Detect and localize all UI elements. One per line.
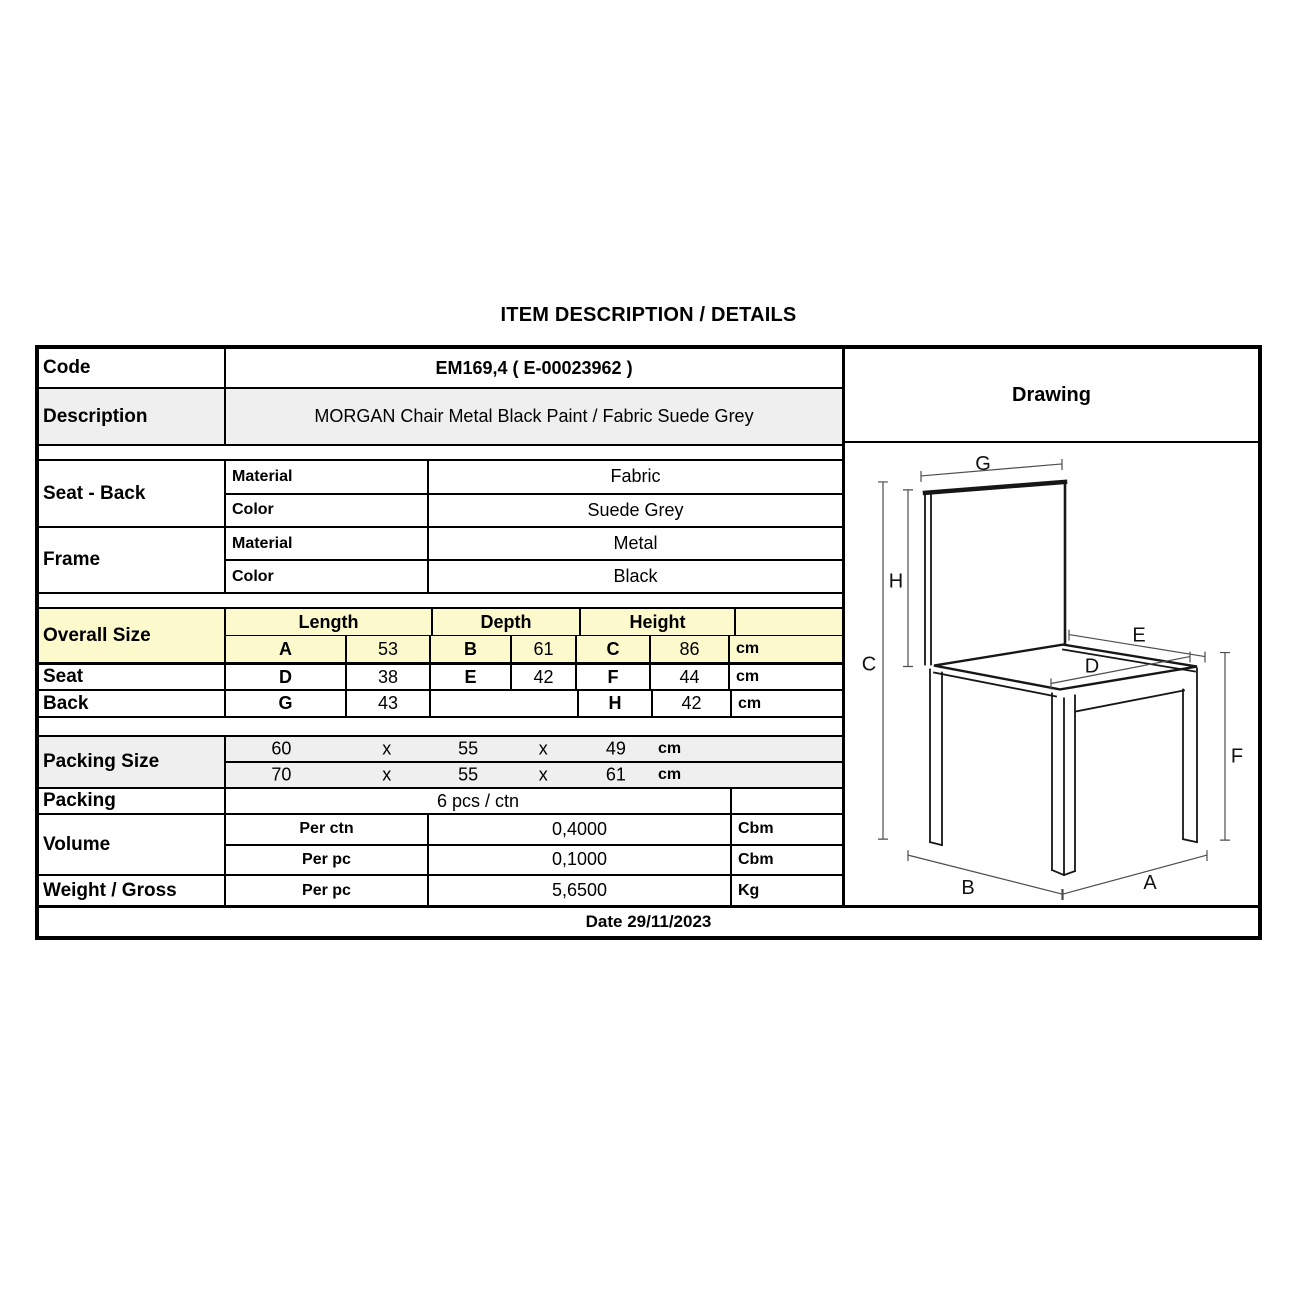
pack-dim: 49: [605, 738, 626, 759]
per-pc-key: Per pc: [302, 850, 351, 868]
packing-size-label: Packing Size: [43, 751, 160, 772]
dim-letter: E: [429, 665, 510, 689]
frame-color-value: Black: [427, 561, 842, 592]
unit-cell: cm: [730, 691, 842, 716]
row-volume: [39, 815, 842, 876]
code-label: Code: [43, 357, 91, 378]
dim-letter: C: [575, 636, 649, 662]
back-label: Back: [43, 692, 89, 714]
volume-per-pc-value: 0,1000: [427, 846, 730, 875]
size-header-row: [226, 609, 842, 635]
frame-material-value: Metal: [427, 528, 842, 559]
chair-drawing: [845, 443, 1258, 905]
size-overall-values-row: [226, 635, 842, 662]
row-overall-size: [39, 609, 842, 665]
header-depth: Depth: [431, 609, 579, 635]
unit-cell: cm: [728, 636, 842, 662]
spec-columns: [39, 349, 845, 905]
weight-per-pc-row: [226, 876, 842, 905]
seat-back-label: Seat - Back: [43, 482, 146, 504]
dim-label-f-icon: F: [1230, 745, 1244, 768]
pack-times: x: [382, 738, 392, 759]
color-key: Color: [232, 501, 274, 519]
weight-group: [224, 876, 842, 905]
volume-group: [224, 815, 842, 874]
pack-times: x: [382, 764, 392, 785]
dim-letter: G: [278, 693, 293, 713]
seat-back-material-row: [226, 461, 842, 493]
dim-letter: B: [429, 636, 510, 662]
seat-back-material-value: Fabric: [427, 461, 842, 493]
frame-label: Frame: [43, 549, 101, 570]
row-frame: [39, 528, 842, 594]
pack-times: x: [538, 764, 548, 785]
volume-label: Volume: [43, 833, 111, 855]
weight-label: Weight / Gross: [43, 879, 177, 901]
dim-label-g-icon: G: [975, 452, 991, 475]
per-ctn-key: Per ctn: [299, 820, 354, 838]
dim-label-e-icon: E: [1132, 624, 1146, 647]
header-length: Length: [298, 611, 359, 632]
row-code: [39, 349, 842, 389]
dim-value: 53: [345, 636, 429, 662]
description-label: Description: [43, 405, 148, 427]
dim-label-d-icon: D: [1084, 655, 1100, 678]
material-key: Material: [232, 534, 293, 552]
row-seat: [39, 665, 842, 691]
spec-table: [35, 345, 1262, 940]
weight-value: 5,6500: [427, 876, 730, 905]
overall-size-label: Overall Size: [43, 624, 151, 646]
row-packing-size: [39, 737, 842, 789]
volume-unit: Cbm: [730, 815, 842, 844]
seat-back-color-value: Suede Grey: [427, 495, 842, 527]
weight-unit: Kg: [730, 876, 842, 905]
seat-back-color-row: [226, 493, 842, 527]
dim-value: 86: [649, 636, 728, 662]
drawing-panel: [845, 349, 1258, 905]
pack-dim: 55: [458, 738, 479, 759]
material-key: Material: [232, 467, 293, 485]
dim-value: 42: [651, 691, 730, 716]
page-title: ITEM DESCRIPTION / DETAILS: [500, 304, 797, 326]
spacer-row: [39, 446, 842, 461]
packing-value: 6 pcs / ctn: [224, 789, 730, 813]
volume-per-ctn-row: [226, 815, 842, 844]
drawing-body: [845, 443, 1258, 905]
color-key: Color: [232, 567, 274, 585]
packing-label: Packing: [43, 790, 116, 811]
pack-unit: cm: [657, 740, 682, 757]
volume-per-ctn-value: 0,4000: [427, 815, 730, 844]
frame-material-row: [226, 528, 842, 559]
unit-cell: cm: [728, 665, 842, 689]
seat-label: Seat: [43, 666, 84, 687]
pack-dim: 61: [605, 764, 626, 785]
code-value: EM169,4 ( E-00023962 ): [224, 349, 842, 387]
packing-size-group: [224, 737, 842, 787]
dim-letter: A: [279, 638, 292, 659]
dim-value: 43: [345, 691, 429, 716]
dim-label-a-icon: A: [1143, 872, 1157, 895]
pack-dim: 70: [271, 764, 292, 785]
spacer-row: [39, 594, 842, 609]
empty-merged-cell: [429, 691, 577, 716]
frame-group: [224, 528, 842, 592]
per-pc-key: Per pc: [302, 881, 351, 899]
header-unit-blank: [734, 609, 842, 635]
dim-letter: D: [279, 666, 292, 687]
date-row: Date 29/11/2023: [39, 905, 1258, 936]
pack-unit: cm: [657, 766, 682, 783]
frame-color-row: [226, 559, 842, 592]
spec-table-main: [39, 349, 1258, 905]
volume-unit: Cbm: [730, 846, 842, 875]
spacer-row: [39, 718, 842, 737]
volume-per-pc-row: [226, 844, 842, 875]
row-packing: [39, 789, 842, 815]
dim-value: 42: [510, 665, 575, 689]
dim-label-c-icon: C: [861, 653, 877, 676]
pack-times: x: [538, 738, 548, 759]
drawing-header: Drawing: [845, 349, 1258, 443]
pack-dim: 60: [271, 738, 292, 759]
seat-cells: [224, 665, 842, 689]
dim-value: 44: [649, 665, 728, 689]
description-value: MORGAN Chair Metal Black Paint / Fabric Suede Grey: [224, 389, 842, 444]
dim-label-h-icon: H: [888, 570, 904, 593]
seat-back-group: [224, 461, 842, 526]
row-seat-back: [39, 461, 842, 528]
row-weight: [39, 876, 842, 905]
row-back: [39, 691, 842, 718]
dim-letter: H: [577, 691, 651, 716]
dim-value: 61: [510, 636, 575, 662]
pack-dim: 55: [458, 764, 479, 785]
header-height: Height: [579, 609, 734, 635]
dim-label-b-icon: B: [961, 877, 975, 900]
dim-value: 38: [345, 665, 429, 689]
overall-size-group: [224, 609, 842, 662]
chair-structure: [925, 482, 1197, 875]
dim-letter: F: [575, 665, 649, 689]
packing-size-row-2: [226, 761, 842, 787]
row-description: [39, 389, 842, 446]
packing-unit-blank: [730, 789, 842, 813]
packing-size-row-1: [226, 737, 842, 761]
back-cells: [224, 691, 842, 716]
